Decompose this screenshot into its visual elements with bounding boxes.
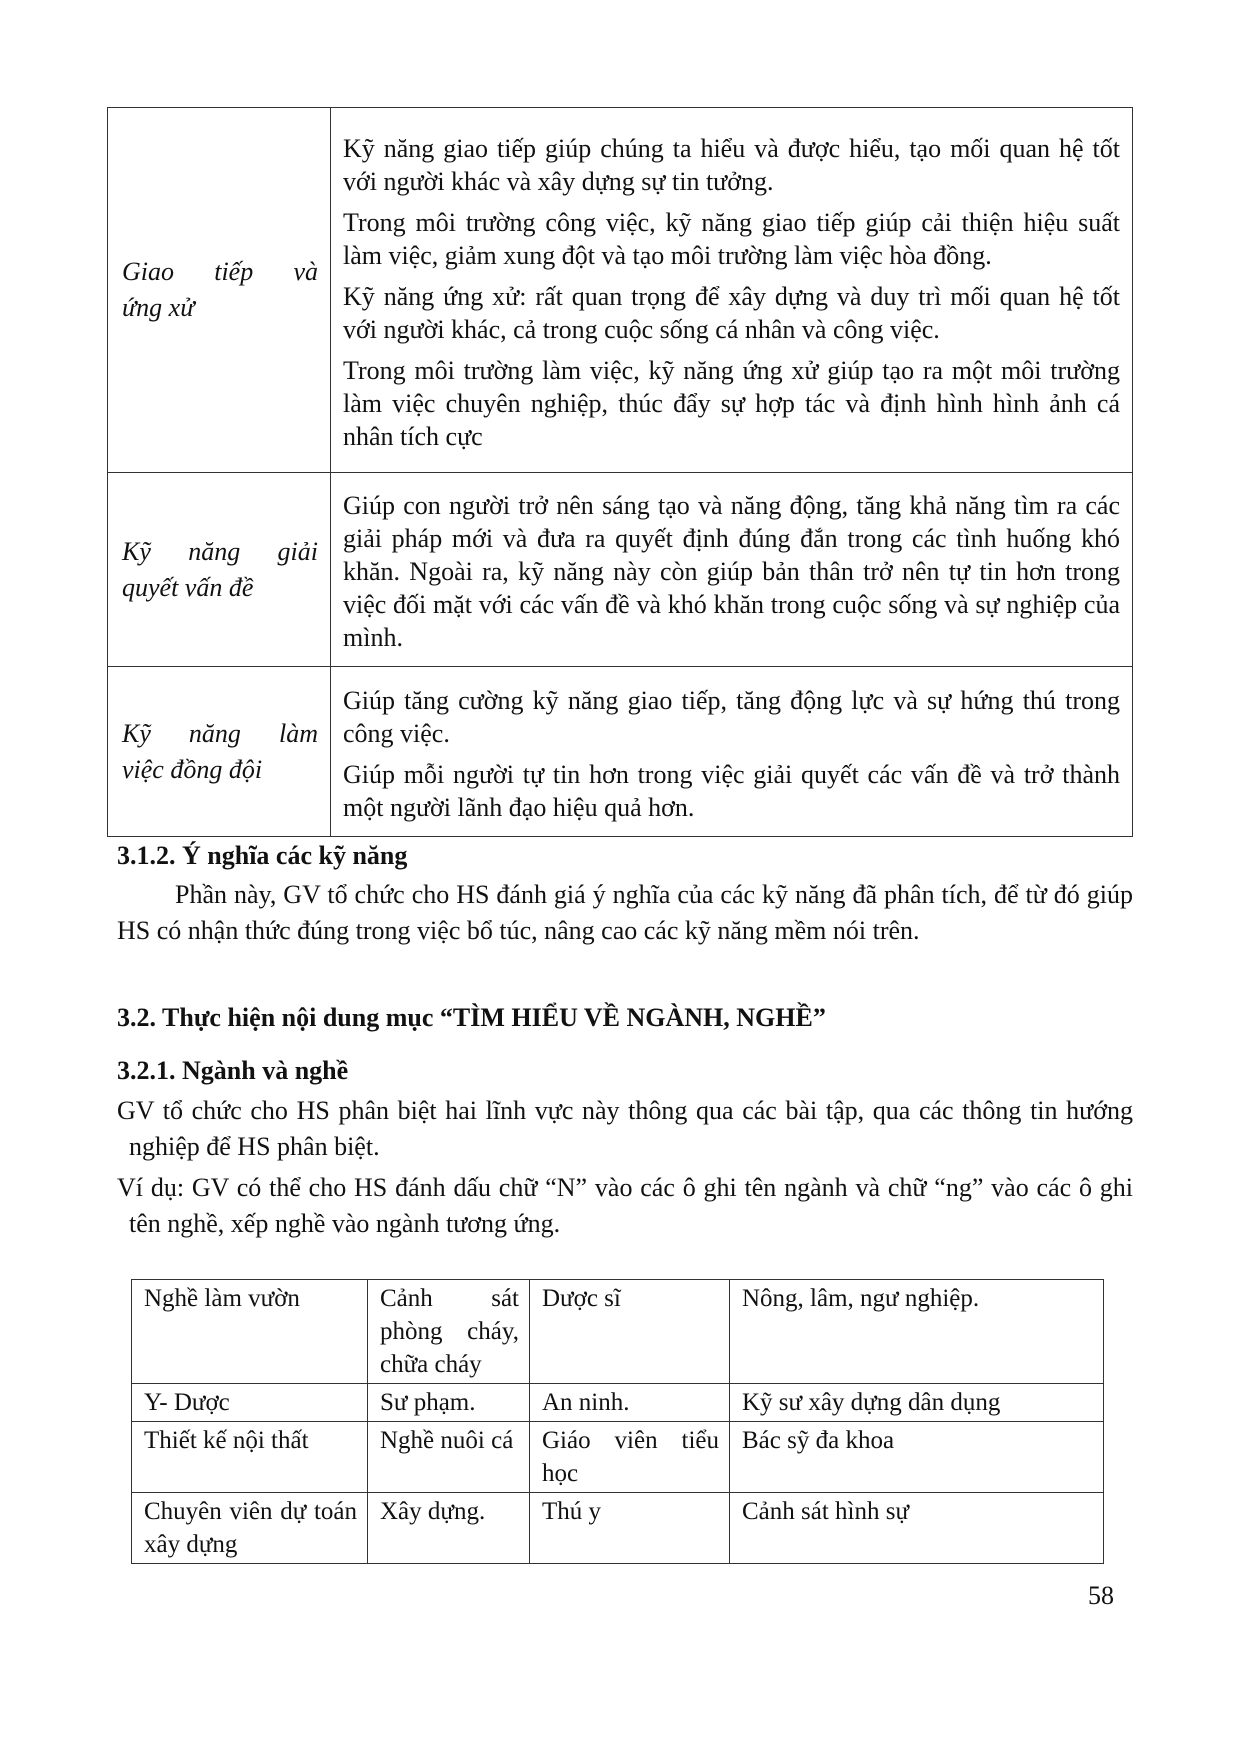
table-cell: Kỹ sư xây dựng dân dụng: [730, 1384, 1104, 1422]
table-cell: Dược sĩ: [530, 1280, 730, 1384]
skill-description-cell: [331, 108, 1133, 473]
description-paragraph: Giúp tăng cường kỹ năng giao tiếp, tăng động lực và sự hứng thú trong công việc.: [343, 685, 1120, 748]
table-cell: Cảnh sát hình sự: [730, 1493, 1104, 1564]
skill-description-cell: [331, 473, 1133, 667]
table-row: [132, 1384, 1104, 1422]
table-cell: Nông, lâm, ngư nghiệp.: [730, 1280, 1104, 1384]
table-cell: Thú y: [530, 1493, 730, 1564]
section-3-2-1-example: Ví dụ: GV có thể cho HS đánh dấu chữ “N” vào các ô ghi tên ngành và chữ “ng” vào các ô ghi tên nghề, xếp nghề vào ngành tương ứng.: [117, 1173, 1133, 1238]
section-heading-3-1-2: 3.1.2. Ý nghĩa các kỹ năng: [117, 841, 408, 870]
skill-name-cell: [108, 667, 331, 837]
table-cell: Y- Dược: [132, 1384, 368, 1422]
section-heading-3-2-1: 3.2.1. Ngành và nghề: [117, 1056, 349, 1085]
table-row: [132, 1280, 1104, 1384]
skill-name-line: quyết vấn đề: [122, 572, 254, 602]
skill-name-line: Giao tiếp và: [122, 257, 318, 286]
section-heading-3-2: 3.2. Thực hiện nội dung mục “TÌM HIỂU VỀ NGÀNH, NGHỀ”: [117, 1003, 826, 1032]
skill-name-line: việc đồng đội: [122, 754, 263, 784]
description-paragraph: Kỹ năng ứng xử: rất quan trọng để xây dựng và duy trì mối quan hệ tốt với người khác, cả trong cuộc sống cá nhân và công việc.: [343, 281, 1120, 344]
section-3-1-2-body: Phần này, GV tổ chức cho HS đánh giá ý nghĩa của các kỹ năng đã phân tích, để từ đó giúp HS có nhận thức đúng trong việc bổ túc, nâng cao các kỹ năng mềm nói trên.: [117, 880, 1133, 945]
description-paragraph: Giúp con người trở nên sáng tạo và năng động, tăng khả năng tìm ra các giải pháp mới và đưa ra quyết định đúng đắn trong các tình huống khó khăn. Ngoài ra, kỹ năng này còn giúp bản thân trở nên tự tin hơn trong việc đối mặt với các vấn đề và khó khăn trong cuộc sống và sự nghiệp của mình.: [343, 491, 1120, 652]
careers-table: [131, 1279, 1104, 1564]
table-cell: An ninh.: [530, 1384, 730, 1422]
skill-name-line: ứng xử: [122, 293, 195, 322]
table-row: [108, 667, 1133, 837]
description-paragraph: Trong môi trường làm việc, kỹ năng ứng xử giúp tạo ra một môi trường làm việc chuyên nghiệp, thúc đẩy sự hợp tác và định hình hình ảnh cá nhân tích cực: [343, 355, 1120, 451]
table-cell: Nghề làm vườn: [132, 1280, 368, 1384]
description-paragraph: Kỹ năng giao tiếp giúp chúng ta hiểu và được hiểu, tạo mối quan hệ tốt với người khác và xây dựng sự tin tưởng.: [343, 133, 1120, 196]
table-cell: Nghề nuôi cá: [368, 1422, 530, 1493]
skill-name-line: Kỹ năng giải: [122, 536, 318, 566]
table-row: [108, 108, 1133, 473]
skill-name-cell: [108, 108, 331, 473]
table-cell: Bác sỹ đa khoa: [730, 1422, 1104, 1493]
description-paragraph: Trong môi trường công việc, kỹ năng giao tiếp giúp cải thiện hiệu suất làm việc, giảm xung đột và tạo môi trường làm việc hòa đồng.: [343, 207, 1120, 270]
description-paragraph: Giúp mỗi người tự tin hơn trong việc giải quyết các vấn đề và trở thành một người lãnh đạo hiệu quả hơn.: [343, 759, 1120, 822]
skill-name-cell: [108, 473, 331, 667]
skill-description-cell: [331, 667, 1133, 837]
table-cell: Sư phạm.: [368, 1384, 530, 1422]
page-number: 58: [1088, 1581, 1114, 1610]
table-cell: Cảnh sát phòng cháy, chữa cháy: [368, 1280, 530, 1384]
table-cell: Giáo viên tiểu học: [530, 1422, 730, 1493]
table-row: [132, 1493, 1104, 1564]
section-3-2-1-paragraph: GV tổ chức cho HS phân biệt hai lĩnh vực này thông qua các bài tập, qua các thông tin hướng nghiệp để HS phân biệt.: [117, 1096, 1133, 1161]
skills-table: [107, 107, 1133, 837]
table-cell: Chuyên viên dự toán xây dựng: [132, 1493, 368, 1564]
skill-name-line: Kỹ năng làm: [122, 718, 318, 748]
table-row: [108, 473, 1133, 667]
table-row: [132, 1422, 1104, 1493]
table-cell: Thiết kế nội thất: [132, 1422, 368, 1493]
table-cell: Xây dựng.: [368, 1493, 530, 1564]
